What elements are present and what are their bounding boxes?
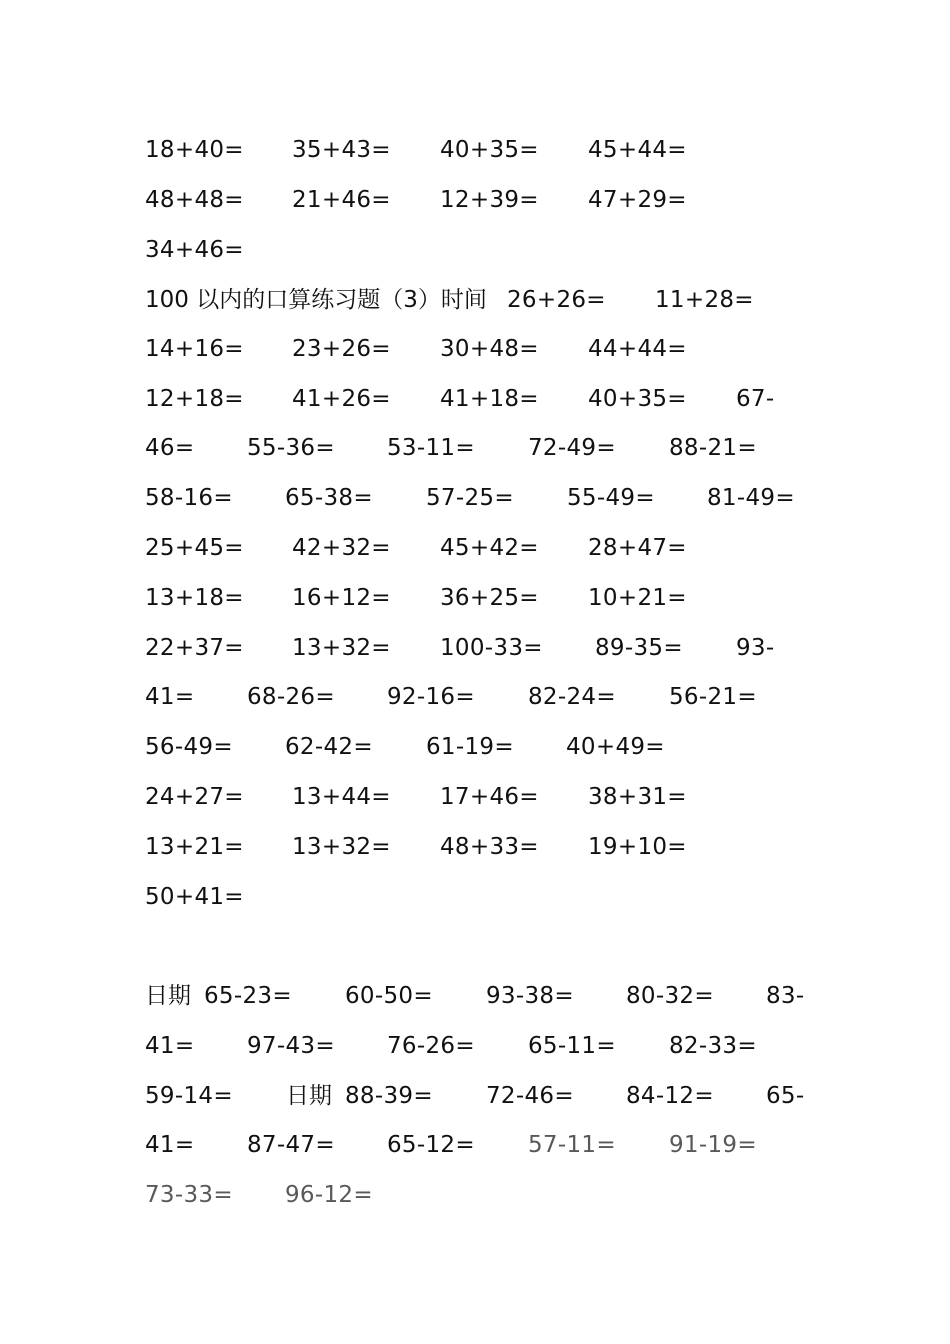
math-problem: 61-19= bbox=[426, 734, 514, 760]
math-problem: 41= bbox=[145, 1033, 195, 1059]
math-problem: 58-16= bbox=[145, 485, 233, 511]
math-problem: 89-35= bbox=[595, 635, 683, 661]
problem-line bbox=[0, 880, 950, 914]
problem-line bbox=[0, 382, 950, 416]
math-problem: 19+10= bbox=[588, 834, 687, 860]
math-problem: 65-11= bbox=[528, 1033, 616, 1059]
math-problem: 72-49= bbox=[528, 435, 616, 461]
math-problem: 91-19= bbox=[669, 1132, 757, 1158]
math-problem: 45+42= bbox=[440, 535, 539, 561]
math-problem: 44+44= bbox=[588, 336, 687, 362]
problem-line bbox=[0, 581, 950, 615]
math-problem: 57-25= bbox=[426, 485, 514, 511]
math-problem: 87-47= bbox=[247, 1132, 335, 1158]
math-problem: 81-49= bbox=[707, 485, 795, 511]
math-problem: 65-38= bbox=[285, 485, 373, 511]
heading-text: 日期 bbox=[145, 983, 191, 1009]
math-problem: 41= bbox=[145, 1132, 195, 1158]
math-problem: 65-12= bbox=[387, 1132, 475, 1158]
problem-line bbox=[0, 979, 950, 1013]
math-problem: 30+48= bbox=[440, 336, 539, 362]
problem-line bbox=[0, 431, 950, 465]
problem-line bbox=[0, 283, 950, 317]
math-problem: 23+26= bbox=[292, 336, 391, 362]
math-problem: 26+26= bbox=[507, 287, 606, 313]
math-problem: 47+29= bbox=[588, 187, 687, 213]
math-problem: 100-33= bbox=[440, 635, 543, 661]
math-problem: 76-26= bbox=[387, 1033, 475, 1059]
math-problem: 12+18= bbox=[145, 386, 244, 412]
problem-line bbox=[0, 1128, 950, 1162]
math-problem: 73-33= bbox=[145, 1182, 233, 1208]
math-problem: 83- bbox=[766, 983, 805, 1009]
math-problem: 17+46= bbox=[440, 784, 539, 810]
math-problem: 97-43= bbox=[247, 1033, 335, 1059]
math-problem: 13+44= bbox=[292, 784, 391, 810]
math-problem: 55-49= bbox=[567, 485, 655, 511]
math-problem: 82-24= bbox=[528, 684, 616, 710]
math-problem: 65- bbox=[766, 1083, 805, 1109]
math-problem: 46= bbox=[145, 435, 195, 461]
problem-line bbox=[0, 780, 950, 814]
problem-line bbox=[0, 481, 950, 515]
math-problem: 50+41= bbox=[145, 884, 244, 910]
math-problem: 13+32= bbox=[292, 635, 391, 661]
math-problem: 18+40= bbox=[145, 137, 244, 163]
math-problem: 34+46= bbox=[145, 237, 244, 263]
math-problem: 84-12= bbox=[626, 1083, 714, 1109]
problem-line bbox=[0, 1029, 950, 1063]
math-problem: 42+32= bbox=[292, 535, 391, 561]
math-problem: 56-21= bbox=[669, 684, 757, 710]
math-problem: 92-16= bbox=[387, 684, 475, 710]
problem-line bbox=[0, 680, 950, 714]
math-problem: 55-36= bbox=[247, 435, 335, 461]
math-problem: 21+46= bbox=[292, 187, 391, 213]
math-problem: 40+35= bbox=[440, 137, 539, 163]
problem-line bbox=[0, 233, 950, 267]
problem-line bbox=[0, 332, 950, 366]
problem-line bbox=[0, 183, 950, 217]
math-problem: 67- bbox=[736, 386, 775, 412]
math-problem: 11+28= bbox=[655, 287, 754, 313]
math-problem: 25+45= bbox=[145, 535, 244, 561]
math-problem: 12+39= bbox=[440, 187, 539, 213]
math-problem: 53-11= bbox=[387, 435, 475, 461]
math-problem: 80-32= bbox=[626, 983, 714, 1009]
heading-text: 100 以内的口算练习题（3）时间 bbox=[145, 287, 487, 313]
problem-line bbox=[0, 133, 950, 167]
math-problem: 88-39= bbox=[345, 1083, 433, 1109]
math-problem: 24+27= bbox=[145, 784, 244, 810]
math-problem: 82-33= bbox=[669, 1033, 757, 1059]
math-problem: 56-49= bbox=[145, 734, 233, 760]
math-problem: 13+21= bbox=[145, 834, 244, 860]
math-problem: 41= bbox=[145, 684, 195, 710]
problem-line bbox=[0, 1079, 950, 1113]
math-problem: 40+35= bbox=[588, 386, 687, 412]
math-problem: 68-26= bbox=[247, 684, 335, 710]
math-problem: 72-46= bbox=[486, 1083, 574, 1109]
math-problem: 57-11= bbox=[528, 1132, 616, 1158]
math-problem: 28+47= bbox=[588, 535, 687, 561]
math-problem: 93-38= bbox=[486, 983, 574, 1009]
math-problem: 22+37= bbox=[145, 635, 244, 661]
math-problem: 93- bbox=[736, 635, 775, 661]
math-problem: 13+18= bbox=[145, 585, 244, 611]
problem-line bbox=[0, 730, 950, 764]
problem-line bbox=[0, 531, 950, 565]
math-problem: 14+16= bbox=[145, 336, 244, 362]
math-problem: 88-21= bbox=[669, 435, 757, 461]
problem-line bbox=[0, 631, 950, 665]
math-problem: 96-12= bbox=[285, 1182, 373, 1208]
math-problem: 60-50= bbox=[345, 983, 433, 1009]
math-problem: 62-42= bbox=[285, 734, 373, 760]
math-problem: 13+32= bbox=[292, 834, 391, 860]
math-problem: 10+21= bbox=[588, 585, 687, 611]
math-problem: 35+43= bbox=[292, 137, 391, 163]
math-problem: 59-14= bbox=[145, 1083, 233, 1109]
problem-line bbox=[0, 1178, 950, 1212]
math-problem: 16+12= bbox=[292, 585, 391, 611]
problem-line bbox=[0, 830, 950, 864]
math-problem: 40+49= bbox=[566, 734, 665, 760]
math-problem: 38+31= bbox=[588, 784, 687, 810]
math-problem: 48+33= bbox=[440, 834, 539, 860]
math-problem: 41+26= bbox=[292, 386, 391, 412]
math-problem: 36+25= bbox=[440, 585, 539, 611]
math-problem: 48+48= bbox=[145, 187, 244, 213]
heading-text: 日期 bbox=[286, 1083, 332, 1109]
math-problem: 45+44= bbox=[588, 137, 687, 163]
math-problem: 41+18= bbox=[440, 386, 539, 412]
math-problem: 65-23= bbox=[204, 983, 292, 1009]
